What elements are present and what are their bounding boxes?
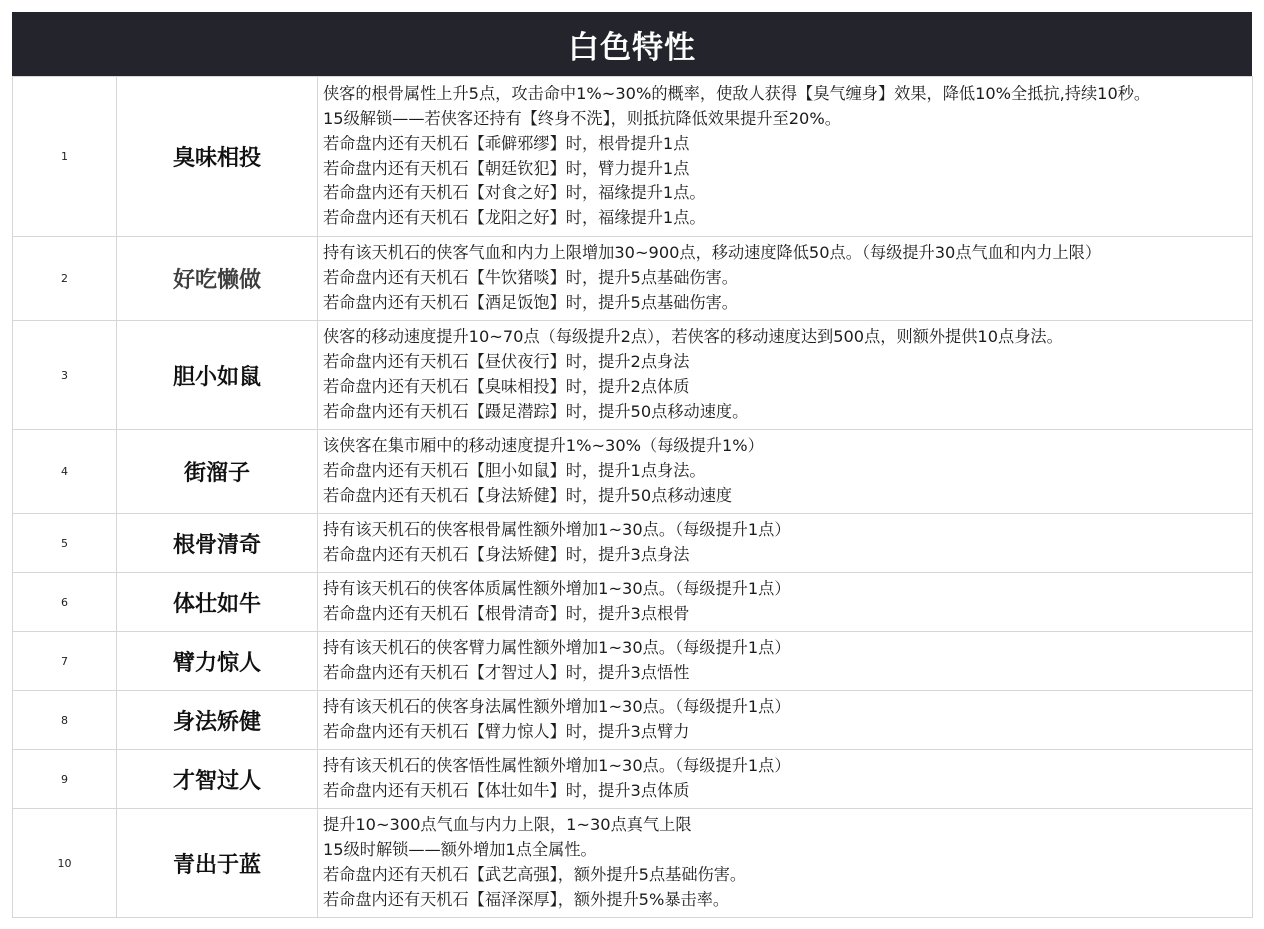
trait-description: [318, 573, 1253, 632]
trait-row: [13, 514, 1253, 573]
trait-row: [13, 430, 1253, 514]
description-line: 若命盘内还有天机石【酒足饭饱】时，提升5点基础伤害。: [323, 292, 738, 312]
sheet-title: 白色特性: [568, 29, 696, 66]
description-line: 若命盘内还有天机石【福泽深厚】，额外提升5%暴击率。: [323, 889, 730, 909]
description-line: 若命盘内还有天机石【蹑足潜踪】时，提升50点移动速度。: [323, 401, 749, 421]
description-line: 持有该天机石的侠客臂力属性额外增加1~30点。（每级提升1点）: [323, 638, 791, 658]
description-line: 持有该天机石的侠客身法属性额外增加1~30点。（每级提升1点）: [323, 697, 791, 717]
description-line: 15级时解锁——额外增加1点全属性。: [323, 840, 597, 860]
trait-name: 体壮如牛: [117, 573, 318, 632]
trait-description: [318, 237, 1253, 321]
trait-name: 好吃懒做: [117, 237, 318, 321]
description-line: 若命盘内还有天机石【对食之好】时，福缘提升1点。: [323, 183, 706, 203]
description-line: 若命盘内还有天机石【身法矫健】时，提升3点身法: [323, 545, 690, 564]
row-number: 9: [13, 750, 117, 809]
trait-name: 臭味相投: [117, 77, 318, 237]
trait-row: [13, 321, 1253, 430]
description-line: 若命盘内还有天机石【胆小如鼠】时，提升1点身法。: [323, 461, 706, 481]
trait-description: [318, 750, 1253, 809]
description-line: 侠客的移动速度提升10~70点（每级提升2点），若侠客的移动速度达到500点，则额外提供10点身法。: [323, 327, 1063, 347]
description-line: 15级解锁——若侠客还持有【终身不洗】，则抵抗降低效果提升至20%。: [323, 108, 841, 128]
trait-row: [13, 691, 1253, 750]
description-line: 若命盘内还有天机石【臭味相投】时，提升2点体质: [323, 377, 690, 396]
trait-row: [13, 809, 1253, 918]
description-line: 持有该天机石的侠客体质属性额外增加1~30点。（每级提升1点）: [323, 579, 791, 599]
description-line: 该侠客在集市厢中的移动速度提升1%~30%（每级提升1%）: [323, 436, 764, 456]
description-line: 若命盘内还有天机石【武艺高强】，额外提升5点基础伤害。: [323, 865, 747, 884]
row-number: 2: [13, 237, 117, 321]
trait-name: 青出于蓝: [117, 809, 318, 918]
description-line: 若命盘内还有天机石【乖僻邪缪】时，根骨提升1点: [323, 133, 690, 153]
trait-row: [13, 77, 1253, 237]
trait-name: 根骨清奇: [117, 514, 318, 573]
trait-description: [318, 321, 1253, 430]
row-number: 4: [13, 430, 117, 514]
description-line: 若命盘内还有天机石【根骨清奇】时，提升3点根骨: [323, 604, 690, 623]
title-bar: [12, 12, 1252, 76]
description-line: 若命盘内还有天机石【牛饮猪啖】时，提升5点基础伤害。: [323, 268, 738, 288]
description-line: 若命盘内还有天机石【臂力惊人】时，提升3点臂力: [323, 722, 690, 741]
description-line: 若命盘内还有天机石【才智过人】时，提升3点悟性: [323, 663, 690, 682]
trait-description: [318, 430, 1253, 514]
row-number: 8: [13, 691, 117, 750]
row-number: 6: [13, 573, 117, 632]
trait-name: 街溜子: [117, 430, 318, 514]
description-line: 持有该天机石的侠客悟性属性额外增加1~30点。（每级提升1点）: [323, 756, 791, 776]
trait-description: [318, 809, 1253, 918]
trait-row: [13, 573, 1253, 632]
trait-name: 才智过人: [117, 750, 318, 809]
trait-description: [318, 632, 1253, 691]
description-line: 持有该天机石的侠客气血和内力上限增加30~900点，移动速度降低50点。（每级提升30点气血和内力上限）: [323, 243, 1102, 263]
description-line: 若命盘内还有天机石【身法矫健】时，提升50点移动速度: [323, 485, 733, 505]
description-line: 若命盘内还有天机石【龙阳之好】时，福缘提升1点。: [323, 208, 706, 228]
traits-table: [12, 76, 1253, 918]
description-line: 若命盘内还有天机石【昼伏夜行】时，提升2点身法: [323, 352, 690, 372]
trait-row: [13, 750, 1253, 809]
trait-name: 身法矫健: [117, 691, 318, 750]
trait-name: 臂力惊人: [117, 632, 318, 691]
row-number: 3: [13, 321, 117, 430]
trait-row: [13, 237, 1253, 321]
trait-sheet: [12, 12, 1252, 918]
row-number: 10: [13, 809, 117, 918]
description-line: 持有该天机石的侠客根骨属性额外增加1~30点。（每级提升1点）: [323, 520, 791, 540]
description-line: 提升10~300点气血与内力上限，1~30点真气上限: [323, 815, 692, 835]
trait-description: [318, 691, 1253, 750]
description-line: 侠客的根骨属性上升5点，攻击命中1%~30%的概率，使敌人获得【臭气缠身】效果，降低10%全抵抗,持续10秒。: [323, 83, 1151, 103]
row-number: 5: [13, 514, 117, 573]
traits-table-body: [13, 77, 1253, 918]
trait-name: 胆小如鼠: [117, 321, 318, 430]
description-line: 若命盘内还有天机石【朝廷钦犯】时，臂力提升1点: [323, 158, 690, 178]
trait-description: [318, 514, 1253, 573]
trait-row: [13, 632, 1253, 691]
description-line: 若命盘内还有天机石【体壮如牛】时，提升3点体质: [323, 781, 690, 800]
row-number: 1: [13, 77, 117, 237]
trait-description: [318, 77, 1253, 237]
row-number: 7: [13, 632, 117, 691]
